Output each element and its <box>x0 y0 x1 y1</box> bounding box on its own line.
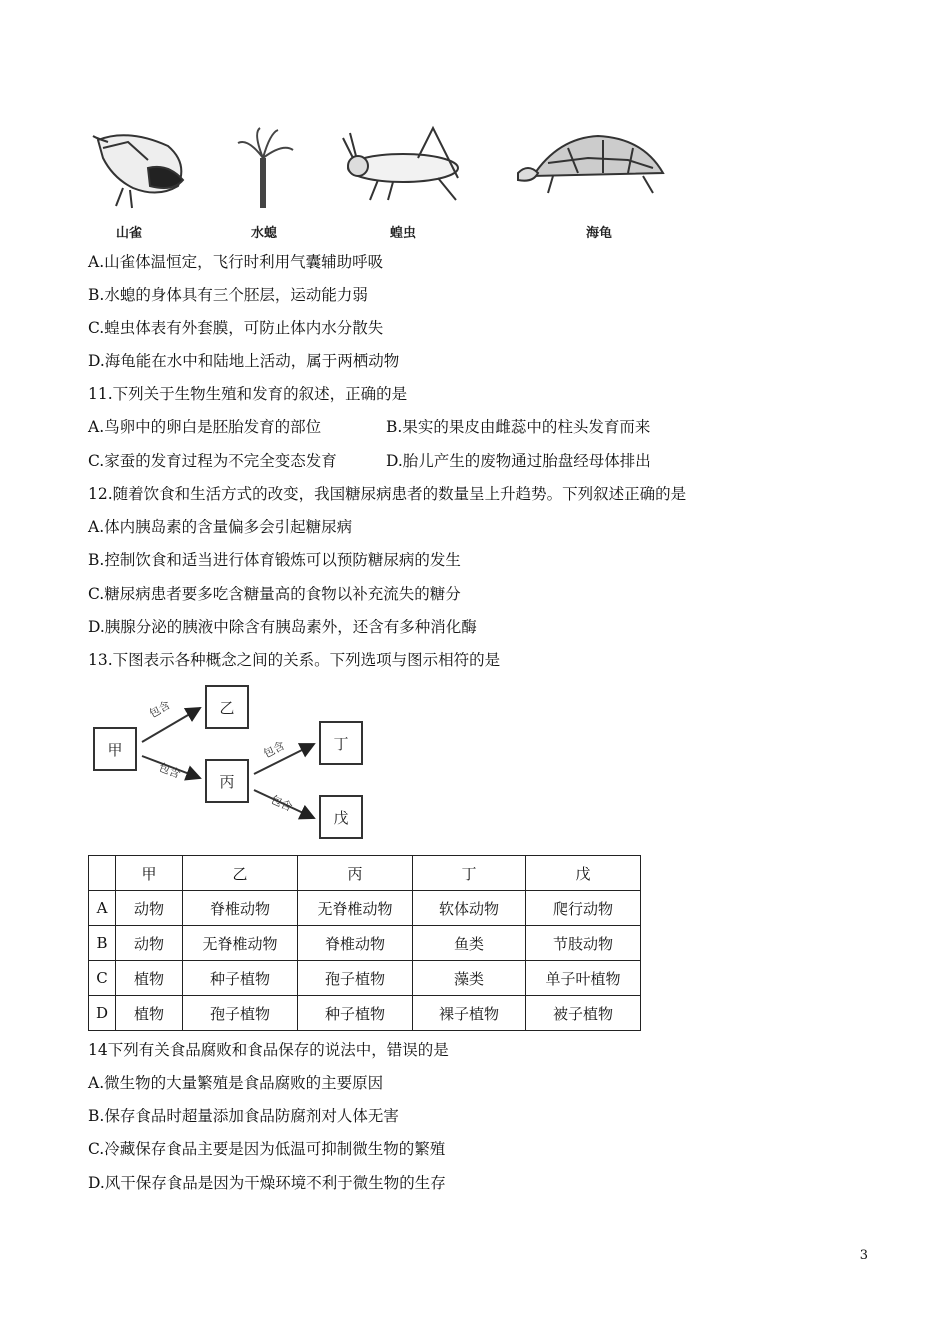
grasshopper-icon <box>343 128 458 200</box>
concept-diagram <box>88 680 378 840</box>
table-row <box>89 926 641 961</box>
table-cell: 节肢动物 <box>526 926 641 961</box>
q11-stem: 11.下列关于生物生殖和发育的叙述，正确的是 <box>88 385 408 403</box>
q10-option-c: C.蝗虫体表有外套膜，可防止体内水分散失 <box>88 319 384 337</box>
q11-option-b: B.果实的果皮由雌蕊中的柱头发育而来 <box>386 418 651 436</box>
table-header-cell: 乙 <box>183 856 298 891</box>
box-label-jia: 甲 <box>107 741 123 759</box>
table-header-cell: 丙 <box>298 856 413 891</box>
table-cell: 藻类 <box>413 961 526 996</box>
table-cell: 孢子植物 <box>183 996 298 1031</box>
table-cell: 动物 <box>116 891 183 926</box>
arrow-label-3: 包含 <box>261 738 287 761</box>
arrow-label-1: 包含 <box>147 698 173 721</box>
box-label-wu: 戊 <box>333 809 349 827</box>
box-label-ding: 丁 <box>333 735 349 753</box>
concept-diagram-svg <box>88 680 378 840</box>
table-cell: 软体动物 <box>413 891 526 926</box>
animal-figure <box>88 118 688 248</box>
q14-option-b: B.保存食品时超量添加食品防腐剂对人体无害 <box>88 1107 399 1125</box>
table-cell: 裸子植物 <box>413 996 526 1031</box>
table-header-cell <box>89 856 116 891</box>
table-cell: 鱼类 <box>413 926 526 961</box>
q12-stem: 12.随着饮食和生活方式的改变，我国糖尿病患者的数量呈上升趋势。下列叙述正确的是 <box>88 485 687 503</box>
table-cell: 种子植物 <box>183 961 298 996</box>
table-cell: 爬行动物 <box>526 891 641 926</box>
q10-option-d: D.海龟能在水中和陆地上活动，属于两栖动物 <box>88 352 400 370</box>
arrow-label-2: 包含 <box>156 760 183 782</box>
q12-option-d: D.胰腺分泌的胰液中除含有胰岛素外，还含有多种消化酶 <box>88 618 477 636</box>
table-cell: 被子植物 <box>526 996 641 1031</box>
animal-label-1: 水螅 <box>251 226 278 241</box>
animal-label-3: 海龟 <box>586 226 613 241</box>
table-cell: 植物 <box>116 996 183 1031</box>
q11-option-d: D.胎儿产生的废物通过胎盘经母体排出 <box>386 452 651 470</box>
q11-row-1 <box>88 416 321 438</box>
animal-label-2: 蝗虫 <box>390 226 417 241</box>
q11-option-a: A.鸟卵中的卵白是胚胎发育的部位 <box>88 418 322 436</box>
table-cell: 单子叶植物 <box>526 961 641 996</box>
bird-icon <box>93 135 183 208</box>
q12-option-a: A.体内胰岛素的含量偏多会引起糖尿病 <box>88 518 353 536</box>
q14-option-a: A.微生物的大量繁殖是食品腐败的主要原因 <box>88 1074 384 1092</box>
table-cell: 孢子植物 <box>298 961 413 996</box>
table-cell: B <box>89 926 116 961</box>
q11-option-c: C.家蚕的发育过程为不完全变态发育 <box>88 452 337 470</box>
animal-label-0: 山雀 <box>116 226 143 241</box>
page-number: 3 <box>859 1248 868 1263</box>
table-cell: 无脊椎动物 <box>298 891 413 926</box>
box-label-yi: 乙 <box>219 699 235 717</box>
q14-stem: 14下列有关食品腐败和食品保存的说法中，错误的是 <box>88 1041 449 1059</box>
table-row <box>89 961 641 996</box>
table-cell: A <box>89 891 116 926</box>
q13-stem: 13.下图表示各种概念之间的关系。下列选项与图示相符的是 <box>88 651 501 669</box>
q10-option-b: B.水螅的身体具有三个胚层，运动能力弱 <box>88 286 368 304</box>
arrow-label-4: 包含 <box>268 792 295 815</box>
table-header-row <box>89 856 641 891</box>
q14-option-c: C.冷藏保存食品主要是因为低温可抑制微生物的繁殖 <box>88 1140 446 1158</box>
table-header-cell: 戊 <box>526 856 641 891</box>
q12-option-c: C.糖尿病患者要多吃含糖量高的食物以补充流失的糖分 <box>88 585 461 603</box>
comparison-table <box>88 855 641 1031</box>
table-row <box>89 996 641 1031</box>
q10-option-a: A.山雀体温恒定，飞行时利用气囊辅助呼吸 <box>88 253 384 271</box>
box-label-bing: 丙 <box>219 773 235 791</box>
table-cell: 脊椎动物 <box>183 891 298 926</box>
animal-illustrations <box>88 118 688 223</box>
table-cell: 动物 <box>116 926 183 961</box>
table-cell: 无脊椎动物 <box>183 926 298 961</box>
table-row <box>89 891 641 926</box>
q14-option-d: D.风干保存食品是因为干燥环境不利于微生物的生存 <box>88 1174 446 1192</box>
table-header-cell: 丁 <box>413 856 526 891</box>
turtle-icon <box>518 136 663 193</box>
table-header-cell: 甲 <box>116 856 183 891</box>
hydra-icon <box>238 128 293 208</box>
q12-option-b: B.控制饮食和适当进行体育锻炼可以预防糖尿病的发生 <box>88 551 461 569</box>
table-cell: C <box>89 961 116 996</box>
table-cell: 种子植物 <box>298 996 413 1031</box>
table-cell: 脊椎动物 <box>298 926 413 961</box>
table-cell: 植物 <box>116 961 183 996</box>
table-cell: D <box>89 996 116 1031</box>
